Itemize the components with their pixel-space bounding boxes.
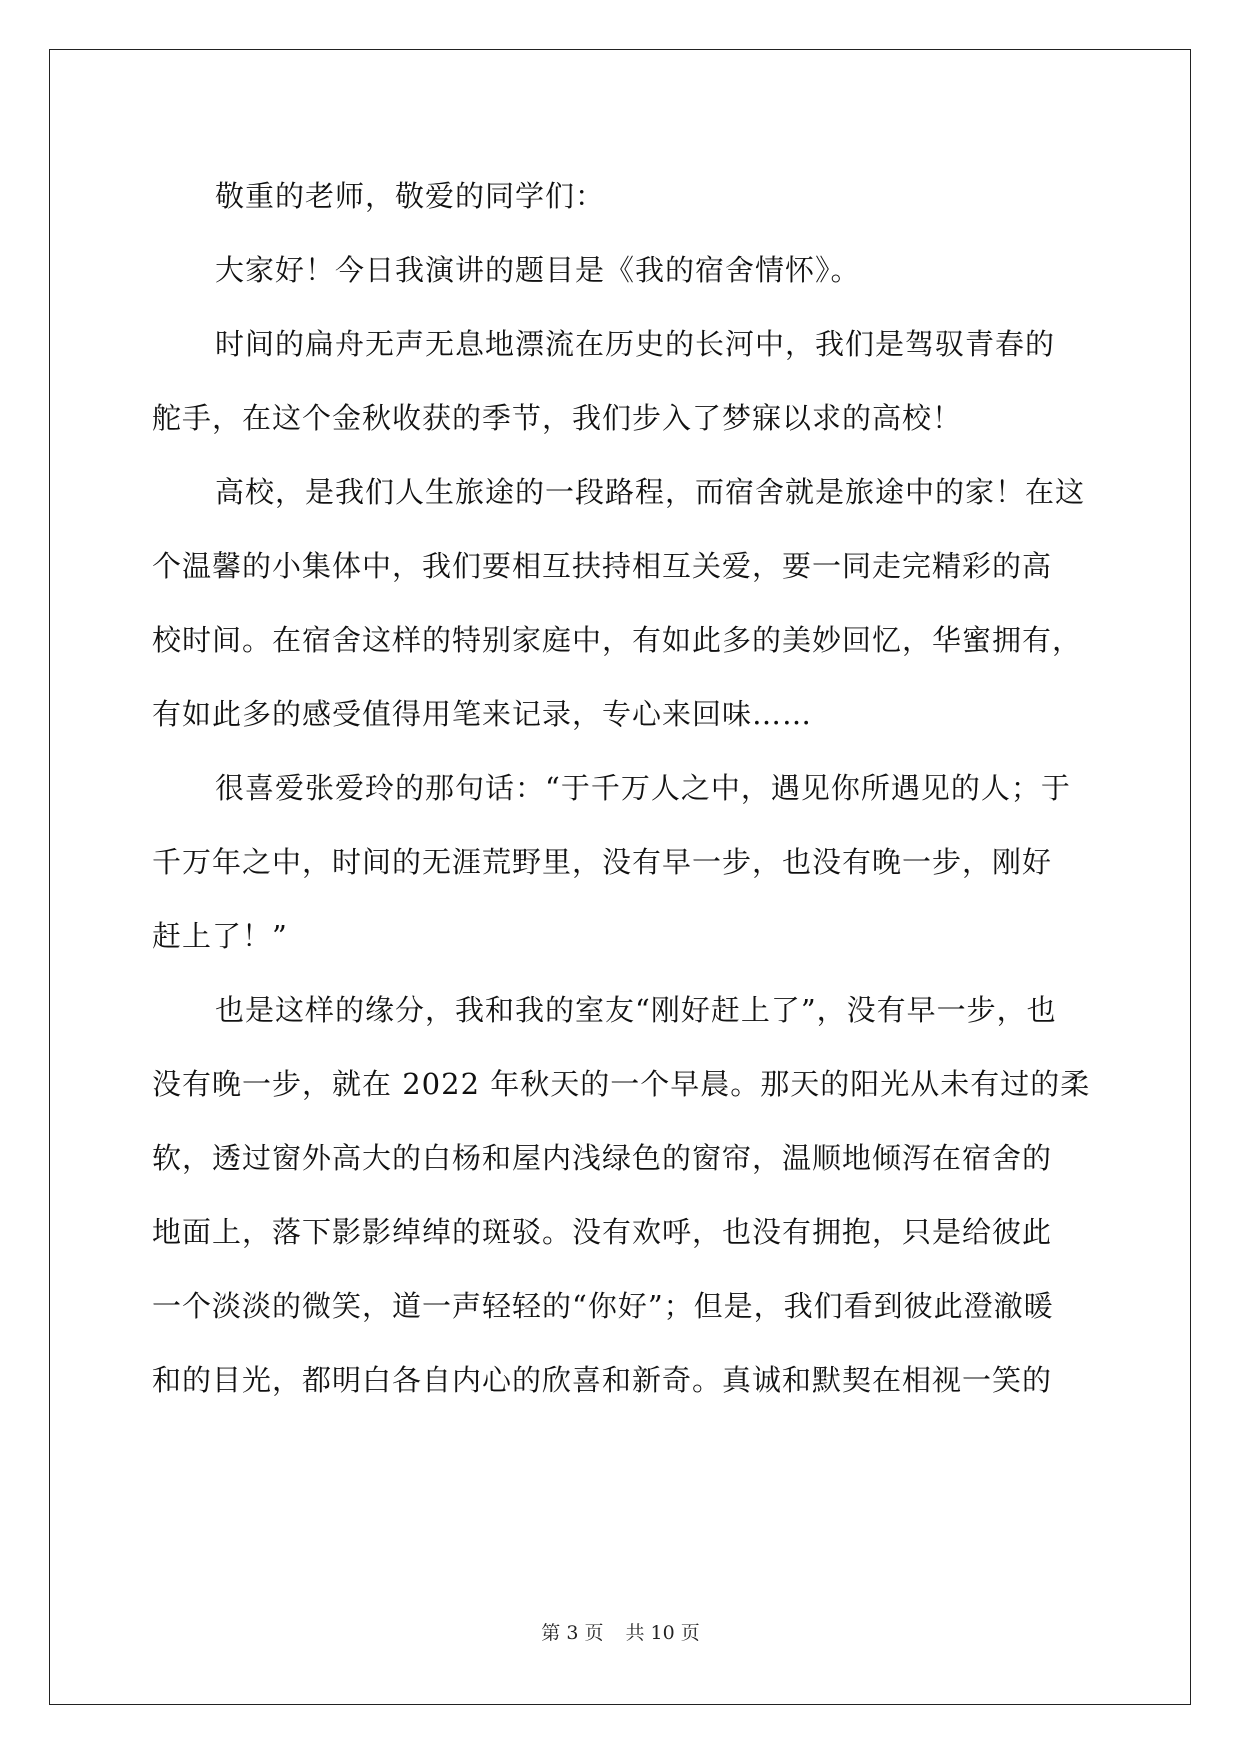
text-line: 赶上了！”	[152, 919, 288, 953]
text-line: 千万年之中，时间的无涯荒野里，没有早一步，也没有晚一步，刚好	[152, 845, 1053, 879]
text-line: 舵手，在这个金秋收获的季节，我们步入了梦寐以求的高校！	[152, 401, 963, 435]
text-line: 校时间。在宿舍这样的特别家庭中，有如此多的美妙回忆，华蜜拥有，	[152, 623, 1083, 657]
text-line: 和的目光，都明白各自内心的欣喜和新奇。真诚和默契在相视一笑的	[152, 1363, 1053, 1397]
text-line: 一个淡淡的微笑，道一声轻轻的“你好”；但是，我们看到彼此澄澈暖	[152, 1289, 1054, 1323]
text-line: 地面上，落下影影绰绰的斑驳。没有欢呼，也没有拥抱，只是给彼此	[152, 1215, 1053, 1249]
text-line: 软，透过窗外高大的白杨和屋内浅绿色的窗帘，温顺地倾泻在宿舍的	[152, 1141, 1053, 1175]
text-line: 没有晚一步，就在 2022 年秋天的一个早晨。那天的阳光从未有过的柔	[152, 1067, 1091, 1101]
text-line: 个温馨的小集体中，我们要相互扶持相互关爱，要一同走完精彩的高	[152, 549, 1053, 583]
text-line: 有如此多的感受值得用笔来记录，专心来回味……	[152, 697, 813, 731]
page-number: 第 3 页	[541, 1622, 604, 1644]
page-total: 共 10 页	[625, 1622, 700, 1644]
text-line: 时间的扁舟无声无息地漂流在历史的长河中，我们是驾驭青春的	[215, 327, 1056, 361]
text-line: 也是这样的缘分，我和我的室友“刚好赶上了”，没有早一步，也	[215, 993, 1057, 1027]
text-line: 很喜爱张爱玲的那句话：“于千万人之中，遇见你所遇见的人；于	[215, 771, 1071, 805]
salutation-line: 敬重的老师，敬爱的同学们：	[215, 179, 606, 213]
page-footer	[0, 1618, 1241, 1645]
text-line: 高校，是我们人生旅途的一段路程，而宿舍就是旅途中的家！在这	[215, 475, 1086, 509]
greeting-line: 大家好！今日我演讲的题目是《我的宿舍情怀》。	[215, 253, 861, 287]
